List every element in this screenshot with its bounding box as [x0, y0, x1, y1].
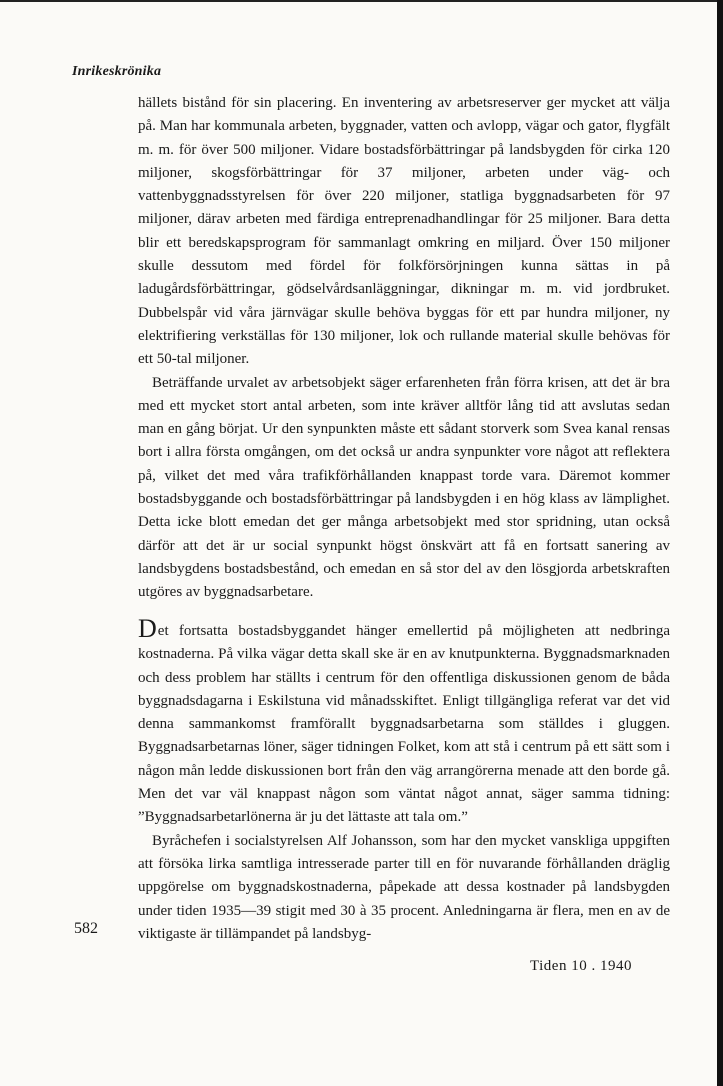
paragraph: Byråchefen i socialstyrelsen Alf Johansson, som har den mycket vanskliga uppgiften att försöka lirka samtliga intresserade parter till en för nuvarande förhållanden dräglig uppgörelse om byggnadskostnaderna, påpekade att dessa kostnader på landsbygden under tiden 1935—39 stigit med 30 à 35 procent. Anledningarna är flera, men en av de viktigaste är tillämpandet på landsbyg-: [138, 832, 670, 942]
text-block-lower: [138, 614, 670, 946]
paragraph: hällets bistånd för sin placering. En inventering av arbetsreserver ger mycket att välja på. Man har kommunala arbeten, byggnader, vatten och avlopp, vägar och gator, flygfält m. m. för över 500 miljoner. Vidare bostadsförbättringar på landsbygden för cirka 120 miljoner, skogsförbättringar för 37 miljoner, arbeten under väg- och vattenbyggnadsstyrelsen för över 220 miljoner, statliga byggnadsarbeten för 97 miljoner, därav arbeten med färdiga entreprenadhandlingar för 25 miljoner. Bara detta blir ett beredskapsprogram för sammanlagt omkring en miljard. Över 150 miljoner skulle dessutom med fördel för folkförsörjningen kunna sättas in på ladugårdsförbättringar, gödselvårdsanläggningar, dikningar m. m. vid jordbruket. Dubbelspår vid våra järnvägar skulle behöva byggas för ett par hundra miljoner, ny elektrifiering verkställas för 130 miljoner, lok och rullande material skulle behövas för ett 50-tal miljoner.: [138, 95, 670, 368]
paragraph: Beträffande urvalet av arbetsobjekt säger erfarenheten från förra krisen, att det är bra med ett mycket stort antal arbeten, som inte kräver alltför lång tid att avslutas sedan man en gång börjat. Ur den synpunkten måste ett sådant storverk som Svea kanal rensas bort i allra första omgången, om det också ur andra synpunkter vore något att reflektera på, vilket det med våra trafikförhållanden knappast torde vara. Däremot kommer bostadsbyggande och bostadsförbättringar på landsbygden i en hög klass av lämplighet. Detta icke blott emedan det ger många arbetsobjekt med stor spridning, utan också därför att det är ur social synpunkt högst önskvärt att få en fortsatt sanering av landsbygdens bostadsbestånd, och emedan en så stor del av den lösgjorda arbetskraften utgöres av byggnadsarbetare.: [138, 374, 670, 601]
issue-label: Tiden 10 . 1940: [530, 958, 632, 974]
paragraph: [138, 614, 670, 830]
paragraph-text: et fortsatta bostadsbyggandet hänger emellertid på möjligheten att nedbringa kostnaderna. På vilka vägar detta skall ske är en av knutpunkterna. Byggnadsmarknaden och dess problem har ställts i centrum för den offentliga diskussionen genom de båda byggnadsdagarna i Eskilstuna vid månadsskiftet. Enligt tillgängliga referat var det vid denna sammankomst framförallt byggnadsarbetarna som ställdes i gluggen. Byggnadsarbetarnas löner, säger tidningen Folket, kom att stå i centrum på ett sätt som i någon mån ledde diskussionen bort från den väg arrangörerna menade att den borde gå. Men det var väl knappast någon som väntat något annat, säger samma tidning: ”Byggnadsarbetarlönerna är ju det lättaste att tala om.”: [138, 623, 670, 826]
section-title: Inrikeskrönika: [72, 64, 162, 79]
page-number: 582: [74, 920, 98, 937]
text-block-upper: [138, 92, 670, 605]
page-right-edge: [717, 0, 723, 1086]
page-top-edge: [0, 0, 723, 2]
drop-cap: D: [138, 614, 157, 643]
